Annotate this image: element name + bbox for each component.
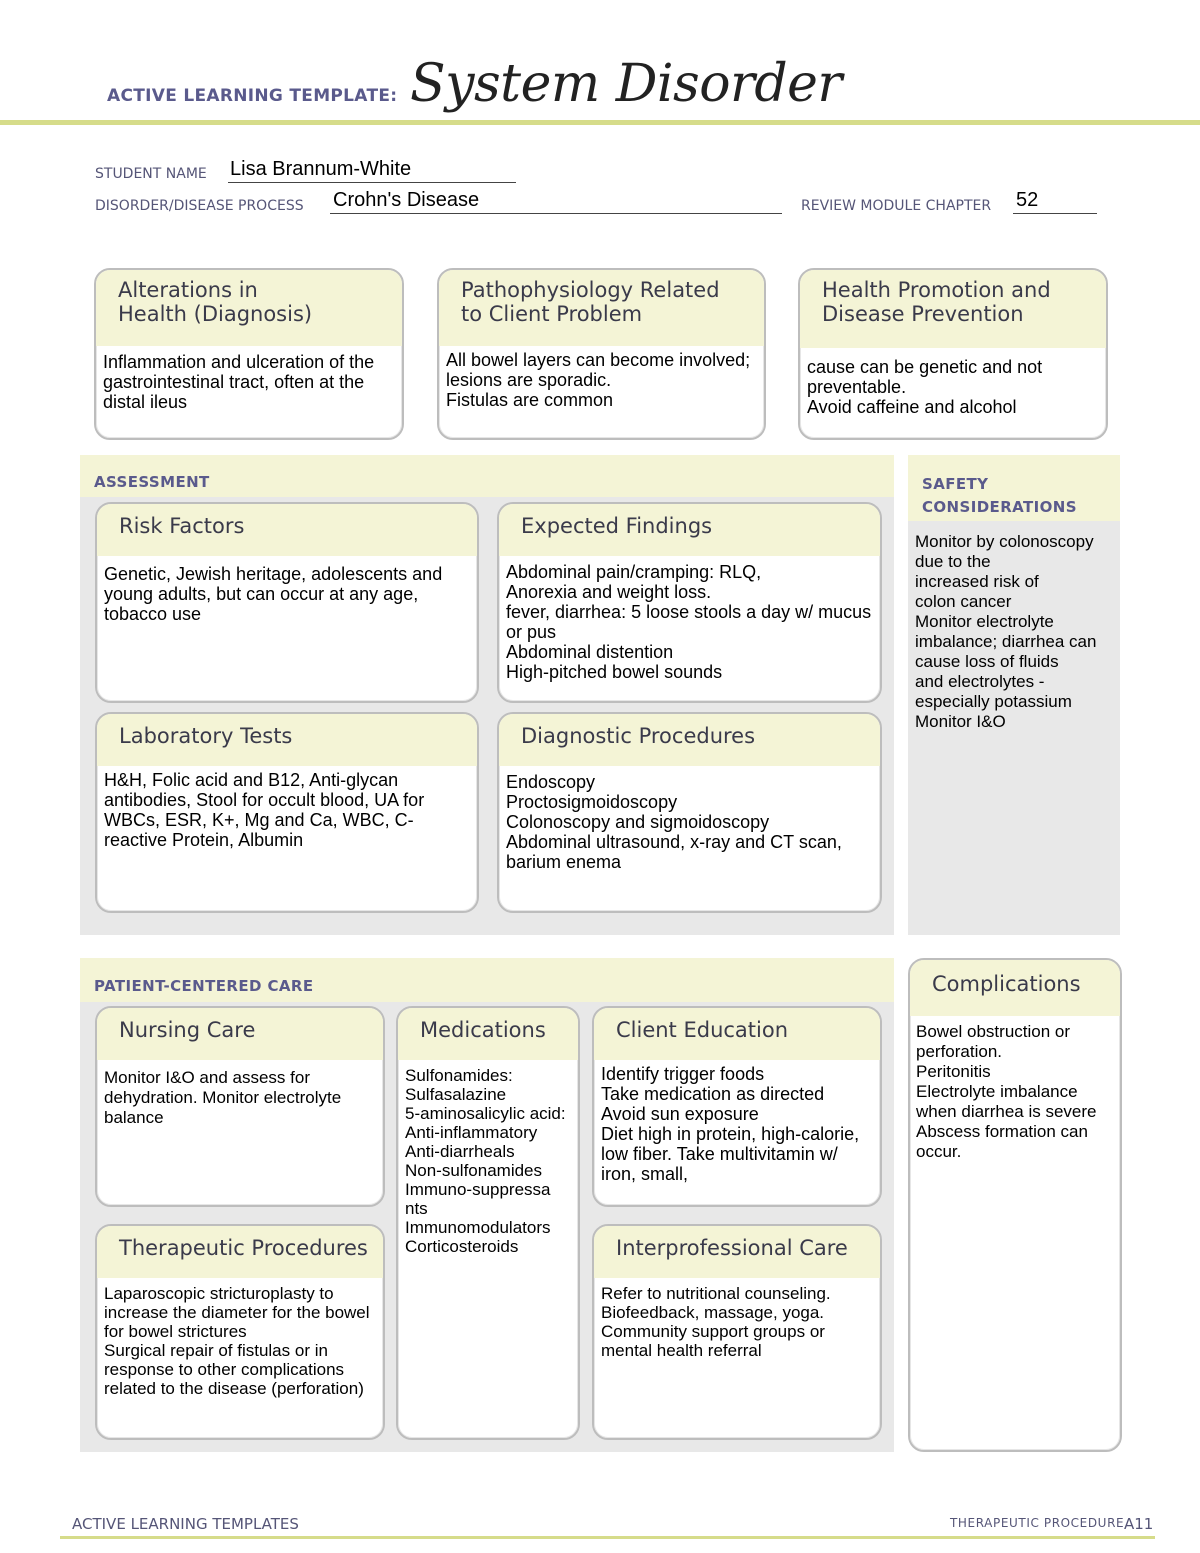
chapter-line <box>1013 213 1097 214</box>
health-promotion-box <box>798 268 1108 440</box>
pathophysiology-box <box>437 268 766 440</box>
disorder-label: DISORDER/DISEASE PROCESS <box>95 198 304 214</box>
laboratory-tests-title: Laboratory Tests <box>97 714 477 766</box>
client-education-box <box>592 1006 882 1207</box>
template-label: ACTIVE LEARNING TEMPLATE: <box>107 86 398 106</box>
safety-title: SAFETY CONSIDERATIONS <box>922 475 1077 516</box>
laboratory-tests-box <box>95 712 479 913</box>
diagnostic-procedures-title: Diagnostic Procedures <box>499 714 880 766</box>
alterations-body[interactable]: Inflammation and ulceration of the gastrointestinal tract, often at the distal ileus <box>103 352 375 412</box>
footer-left-text: ACTIVE LEARNING TEMPLATES <box>72 1515 299 1533</box>
therapeutic-procedures-box <box>95 1224 385 1440</box>
alterations-box <box>94 268 404 440</box>
interprofessional-care-body[interactable]: Refer to nutritional counseling. Biofeedback, massage, yoga. Community support groups or mental health referral <box>601 1284 831 1360</box>
diagnostic-procedures-box <box>497 712 882 913</box>
complications-title: Complications <box>910 960 1120 1016</box>
medications-title: Medications <box>398 1008 578 1060</box>
student-name-label: STUDENT NAME <box>95 166 207 182</box>
header-divider <box>0 120 1200 125</box>
student-name-value[interactable]: Lisa Brannum-White <box>230 158 412 180</box>
disorder-line <box>330 213 782 214</box>
expected-findings-title: Expected Findings <box>499 504 880 556</box>
page-number: A11 <box>1124 1515 1154 1533</box>
complications-body[interactable]: Bowel obstruction or perforation. Peritonitis Electrolyte imbalance when diarrhea is severe Abscess formation can occur. <box>916 1022 1097 1161</box>
medications-body[interactable]: Sulfonamides: Sulfasalazine 5-aminosalicylic acid: Anti-inflammatory Anti-diarrheals Non-sulfonamides Immuno-suppressa nts Immunomodulators Corticosteroids <box>405 1066 566 1256</box>
health-promotion-body[interactable]: cause can be genetic and not preventable. Avoid caffeine and alcohol <box>807 357 1043 417</box>
template-title: System Disorder <box>410 54 842 114</box>
risk-factors-box <box>95 502 479 703</box>
laboratory-tests-body[interactable]: H&H, Folic acid and B12, Anti-glycan antibodies, Stool for occult blood, UA for WBCs, ESR, K+, Mg and Ca, WBC, C-reactive Protein, Albumin <box>104 770 425 850</box>
footer-right-text: THERAPEUTIC PROCEDURE <box>950 1516 1125 1530</box>
risk-factors-title: Risk Factors <box>97 504 477 556</box>
medications-box <box>396 1006 580 1440</box>
nursing-care-box <box>95 1006 385 1207</box>
therapeutic-procedures-body[interactable]: Laparoscopic stricturoplasty to increase the diameter for the bowel for bowel strictures Surgical repair of fistulas or in response to other complications related to the disease (perforation) <box>104 1284 370 1398</box>
diagnostic-procedures-body[interactable]: Endoscopy Proctosigmoidoscopy Colonoscopy and sigmoidoscopy Abdominal ultrasound, x-ray and CT scan, barium enema <box>506 772 842 872</box>
patient-care-title: PATIENT-CENTERED CARE <box>94 977 314 995</box>
pathophysiology-body[interactable]: All bowel layers can become involved; lesions are sporadic. Fistulas are common <box>446 350 751 410</box>
health-promotion-title: Health Promotion and Disease Prevention <box>800 270 1106 348</box>
therapeutic-procedures-title: Therapeutic Procedures <box>97 1226 383 1278</box>
interprofessional-care-box <box>592 1224 882 1440</box>
alterations-title: Alterations in Health (Diagnosis) <box>96 270 402 346</box>
nursing-care-body[interactable]: Monitor I&O and assess for dehydration. Monitor electrolyte balance <box>104 1068 342 1127</box>
chapter-value[interactable]: 52 <box>1016 189 1039 211</box>
safety-body[interactable]: Monitor by colonoscopy due to the increased risk of colon cancer Monitor electrolyte imbalance; diarrhea can cause loss of fluids and electrolytes - especially potassium Monitor I&O <box>915 532 1097 731</box>
student-name-line <box>228 182 516 183</box>
disorder-value[interactable]: Crohn's Disease <box>333 189 480 211</box>
chapter-label: REVIEW MODULE CHAPTER <box>801 198 992 214</box>
complications-box <box>908 958 1122 1452</box>
assessment-title: ASSESSMENT <box>94 473 210 491</box>
client-education-title: Client Education <box>594 1008 880 1060</box>
risk-factors-body[interactable]: Genetic, Jewish heritage, adolescents and young adults, but can occur at any age, tobacco use <box>104 564 443 624</box>
client-education-body[interactable]: Identify trigger foods Take medication as directed Avoid sun exposure Diet high in protein, high-calorie, low fiber. Take multivitamin w/ iron, small, <box>601 1064 860 1184</box>
pathophysiology-title: Pathophysiology Related to Client Problem <box>439 270 764 346</box>
expected-findings-box <box>497 502 882 703</box>
interprofessional-care-title: Interprofessional Care <box>594 1226 880 1278</box>
expected-findings-body[interactable]: Abdominal pain/cramping: RLQ, Anorexia and weight loss. fever, diarrhea: 5 loose stools a day w/ mucus or pus Abdominal distention High-pitched bowel sounds <box>506 562 872 682</box>
nursing-care-title: Nursing Care <box>97 1008 383 1060</box>
footer-divider <box>60 1536 1155 1539</box>
